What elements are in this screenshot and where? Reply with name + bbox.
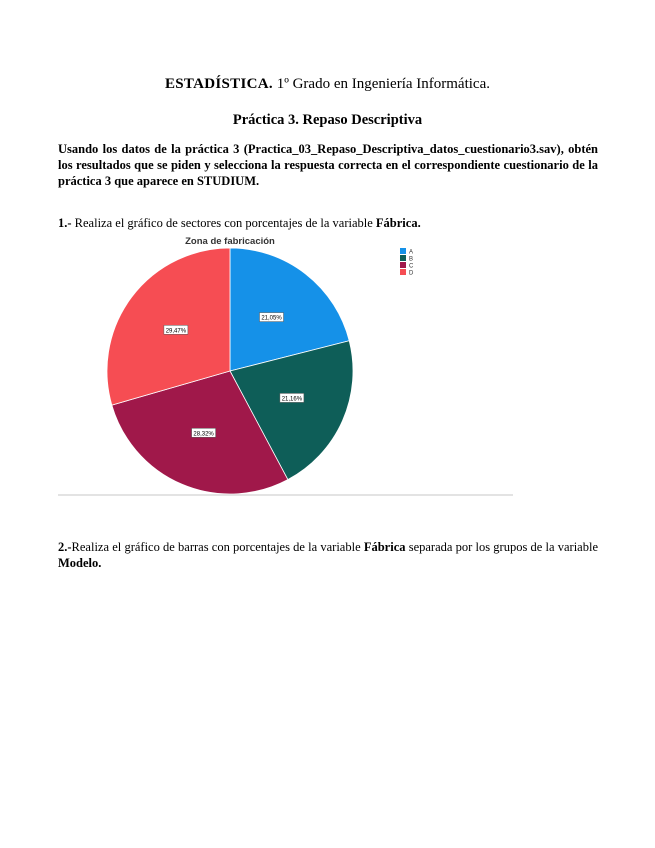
legend-label: D	[409, 270, 414, 277]
question-number: 1.-	[58, 216, 72, 230]
slice-label-c	[192, 428, 216, 437]
legend-swatch	[400, 269, 406, 275]
variable-name: Fábrica.	[375, 216, 421, 230]
svg-text:28,32%: 28,32%	[193, 431, 214, 438]
slice-label-b	[280, 393, 304, 402]
question-text: Realiza el gráfico de barras con porcentajes de la variable	[71, 540, 364, 554]
legend-swatch	[400, 255, 406, 261]
legend-label: C	[409, 263, 414, 270]
pie-chart	[58, 232, 518, 502]
question-1	[58, 215, 598, 231]
variable-name: Fábrica	[363, 540, 406, 554]
slice-label-d	[164, 325, 188, 334]
legend-item-b	[400, 255, 413, 263]
subject-name: ESTADÍSTICA.	[164, 76, 273, 92]
legend-item-d	[400, 269, 414, 277]
question-number: 2.-	[58, 540, 72, 554]
degree-name: 1º Grado en Ingeniería Informática.	[276, 76, 490, 92]
svg-text:21,05%: 21,05%	[261, 315, 282, 322]
legend-item-c	[400, 262, 414, 270]
chart-title: Zona de fabricación	[185, 236, 275, 247]
chart-legend	[400, 248, 414, 277]
svg-text:21,16%: 21,16%	[281, 396, 303, 403]
chart-divider	[58, 494, 513, 496]
legend-item-a	[400, 248, 413, 256]
pie-chart-svg	[58, 232, 518, 502]
document-header	[0, 76, 655, 93]
legend-swatch	[400, 262, 406, 268]
question-text: Realiza el gráfico de sectores con porcentajes de la variable	[71, 216, 376, 230]
svg-text:29,47%: 29,47%	[165, 328, 187, 335]
slice-label-a	[260, 313, 284, 322]
group-variable-name: Modelo.	[58, 556, 102, 570]
legend-swatch	[400, 248, 406, 254]
question-text-continued: separada por los grupos de la variable	[405, 540, 598, 554]
question-2	[58, 539, 598, 571]
legend-label: B	[409, 256, 414, 263]
intro-paragraph: Usando los datos de la práctica 3 (Practica_03_Repaso_Descriptiva_datos_cuestionario3.sav), obtén los resultados que se piden y selecciona la respuesta correcta en el correspondiente cuestionario de la práctica 3 que aparece en STUDIUM.	[58, 142, 598, 188]
legend-label: A	[409, 249, 414, 256]
practice-title: Práctica 3. Repaso Descriptiva	[232, 112, 423, 128]
